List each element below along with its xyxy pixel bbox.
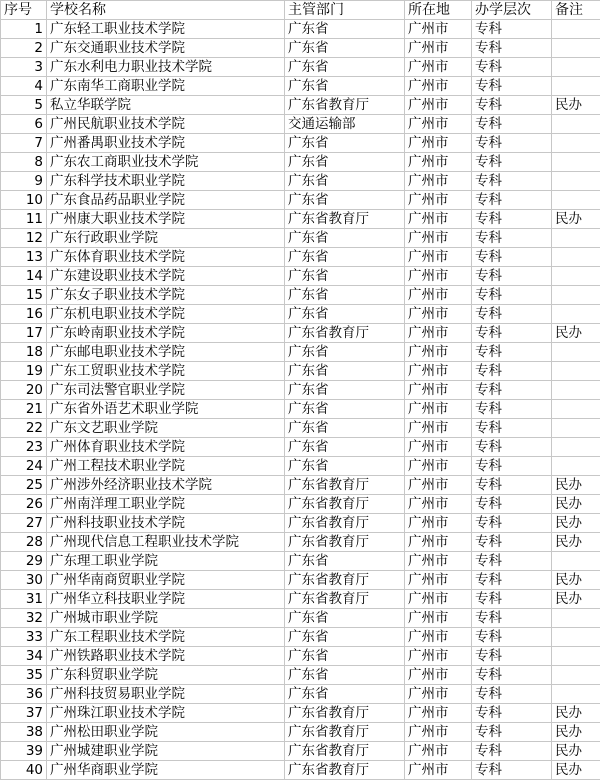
- cell-dept: 广东省: [285, 362, 405, 381]
- cell-no: 26: [1, 495, 47, 514]
- cell-school-name: 广东理工职业学院: [47, 552, 285, 571]
- cell-dept: 广东省: [285, 58, 405, 77]
- cell-dept: 广东省教育厅: [285, 514, 405, 533]
- cell-location: 广州市: [405, 96, 472, 115]
- cell-dept: 广东省: [285, 229, 405, 248]
- cell-dept: 广东省教育厅: [285, 723, 405, 742]
- cell-location: 广州市: [405, 666, 472, 685]
- table-row: [1, 362, 600, 381]
- table-body: [1, 20, 600, 780]
- cell-note: [552, 39, 600, 58]
- table-row: [1, 514, 600, 533]
- cell-no: 30: [1, 571, 47, 590]
- cell-level: 专科: [472, 77, 552, 96]
- cell-location: 广州市: [405, 172, 472, 191]
- cell-no: 34: [1, 647, 47, 666]
- cell-no: 27: [1, 514, 47, 533]
- cell-location: 广州市: [405, 286, 472, 305]
- cell-no: 17: [1, 324, 47, 343]
- cell-no: 37: [1, 704, 47, 723]
- cell-school-name: 广东邮电职业技术学院: [47, 343, 285, 362]
- cell-school-name: 广东轻工职业技术学院: [47, 20, 285, 39]
- cell-dept: 广东省: [285, 381, 405, 400]
- cell-note: [552, 457, 600, 476]
- cell-school-name: 广州科技职业技术学院: [47, 514, 285, 533]
- table-row: [1, 552, 600, 571]
- cell-level: 专科: [472, 723, 552, 742]
- cell-note: 民办: [552, 476, 600, 495]
- cell-location: 广州市: [405, 153, 472, 172]
- cell-note: [552, 20, 600, 39]
- table-row: [1, 647, 600, 666]
- cell-location: 广州市: [405, 476, 472, 495]
- cell-no: 16: [1, 305, 47, 324]
- cell-dept: 广东省教育厅: [285, 495, 405, 514]
- cell-dept: 广东省教育厅: [285, 761, 405, 780]
- cell-school-name: 广州民航职业技术学院: [47, 115, 285, 134]
- cell-note: 民办: [552, 210, 600, 229]
- table-row: [1, 457, 600, 476]
- cell-location: 广州市: [405, 647, 472, 666]
- cell-level: 专科: [472, 248, 552, 267]
- cell-school-name: 广州工程技术职业学院: [47, 457, 285, 476]
- cell-level: 专科: [472, 419, 552, 438]
- table-row: [1, 77, 600, 96]
- cell-school-name: 广州华立科技职业学院: [47, 590, 285, 609]
- header-cell-no: 序号: [1, 1, 47, 20]
- cell-note: [552, 666, 600, 685]
- cell-location: 广州市: [405, 20, 472, 39]
- cell-dept: 广东省教育厅: [285, 476, 405, 495]
- cell-level: 专科: [472, 286, 552, 305]
- cell-location: 广州市: [405, 210, 472, 229]
- cell-dept: 广东省: [285, 438, 405, 457]
- cell-dept: 广东省: [285, 39, 405, 58]
- cell-location: 广州市: [405, 134, 472, 153]
- cell-location: 广州市: [405, 381, 472, 400]
- cell-location: 广州市: [405, 400, 472, 419]
- cell-level: 专科: [472, 533, 552, 552]
- table-row: [1, 191, 600, 210]
- cell-note: [552, 172, 600, 191]
- cell-level: 专科: [472, 210, 552, 229]
- cell-no: 2: [1, 39, 47, 58]
- cell-level: 专科: [472, 628, 552, 647]
- cell-level: 专科: [472, 476, 552, 495]
- cell-school-name: 广东交通职业技术学院: [47, 39, 285, 58]
- table-row: [1, 400, 600, 419]
- cell-no: 33: [1, 628, 47, 647]
- cell-location: 广州市: [405, 609, 472, 628]
- cell-location: 广州市: [405, 438, 472, 457]
- cell-dept: 广东省: [285, 628, 405, 647]
- table-row: [1, 153, 600, 172]
- cell-dept: 广东省: [285, 267, 405, 286]
- cell-school-name: 广东农工商职业技术学院: [47, 153, 285, 172]
- cell-location: 广州市: [405, 191, 472, 210]
- table-row: [1, 381, 600, 400]
- cell-no: 13: [1, 248, 47, 267]
- table-row: [1, 704, 600, 723]
- table-row: [1, 20, 600, 39]
- cell-level: 专科: [472, 704, 552, 723]
- cell-location: 广州市: [405, 552, 472, 571]
- cell-school-name: 广东行政职业学院: [47, 229, 285, 248]
- cell-no: 35: [1, 666, 47, 685]
- cell-no: 7: [1, 134, 47, 153]
- cell-note: [552, 400, 600, 419]
- table-row: [1, 419, 600, 438]
- cell-dept: 广东省: [285, 248, 405, 267]
- cell-dept: 广东省: [285, 457, 405, 476]
- cell-level: 专科: [472, 362, 552, 381]
- cell-location: 广州市: [405, 571, 472, 590]
- cell-note: [552, 343, 600, 362]
- cell-note: [552, 77, 600, 96]
- table-row: [1, 685, 600, 704]
- cell-dept: 广东省: [285, 343, 405, 362]
- cell-dept: 广东省: [285, 77, 405, 96]
- cell-level: 专科: [472, 647, 552, 666]
- cell-no: 1: [1, 20, 47, 39]
- cell-note: [552, 647, 600, 666]
- table-row: [1, 628, 600, 647]
- cell-note: 民办: [552, 761, 600, 780]
- cell-location: 广州市: [405, 590, 472, 609]
- table-row: [1, 267, 600, 286]
- cell-note: 民办: [552, 590, 600, 609]
- cell-dept: 广东省教育厅: [285, 96, 405, 115]
- cell-note: 民办: [552, 495, 600, 514]
- cell-note: 民办: [552, 723, 600, 742]
- cell-location: 广州市: [405, 457, 472, 476]
- cell-level: 专科: [472, 58, 552, 77]
- table-row: [1, 590, 600, 609]
- cell-dept: 广东省: [285, 685, 405, 704]
- cell-no: 19: [1, 362, 47, 381]
- cell-no: 18: [1, 343, 47, 362]
- table-row: [1, 761, 600, 780]
- cell-no: 23: [1, 438, 47, 457]
- cell-location: 广州市: [405, 77, 472, 96]
- cell-no: 22: [1, 419, 47, 438]
- cell-school-name: 广州华南商贸职业学院: [47, 571, 285, 590]
- cell-location: 广州市: [405, 115, 472, 134]
- header-cell-location: 所在地: [405, 1, 472, 20]
- cell-level: 专科: [472, 685, 552, 704]
- cell-level: 专科: [472, 343, 552, 362]
- cell-location: 广州市: [405, 362, 472, 381]
- cell-dept: 广东省教育厅: [285, 704, 405, 723]
- cell-dept: 广东省: [285, 400, 405, 419]
- cell-school-name: 广东食品药品职业学院: [47, 191, 285, 210]
- cell-location: 广州市: [405, 58, 472, 77]
- cell-location: 广州市: [405, 229, 472, 248]
- cell-dept: 广东省: [285, 647, 405, 666]
- table-row: [1, 476, 600, 495]
- cell-no: 21: [1, 400, 47, 419]
- cell-school-name: 广州铁路职业技术学院: [47, 647, 285, 666]
- cell-no: 14: [1, 267, 47, 286]
- cell-level: 专科: [472, 761, 552, 780]
- cell-note: [552, 229, 600, 248]
- cell-dept: 广东省: [285, 134, 405, 153]
- cell-location: 广州市: [405, 267, 472, 286]
- cell-location: 广州市: [405, 305, 472, 324]
- table-row: [1, 96, 600, 115]
- cell-note: 民办: [552, 571, 600, 590]
- cell-school-name: 广州康大职业技术学院: [47, 210, 285, 229]
- cell-no: 39: [1, 742, 47, 761]
- table-row: [1, 723, 600, 742]
- cell-level: 专科: [472, 552, 552, 571]
- cell-level: 专科: [472, 495, 552, 514]
- cell-school-name: 广东省外语艺术职业学院: [47, 400, 285, 419]
- cell-school-name: 广州城市职业学院: [47, 609, 285, 628]
- cell-dept: 广东省: [285, 552, 405, 571]
- cell-no: 15: [1, 286, 47, 305]
- cell-location: 广州市: [405, 704, 472, 723]
- cell-note: [552, 153, 600, 172]
- cell-level: 专科: [472, 324, 552, 343]
- cell-no: 4: [1, 77, 47, 96]
- cell-no: 28: [1, 533, 47, 552]
- cell-level: 专科: [472, 457, 552, 476]
- table-row: [1, 286, 600, 305]
- cell-school-name: 广州华商职业学院: [47, 761, 285, 780]
- cell-school-name: 广东南华工商职业学院: [47, 77, 285, 96]
- cell-school-name: 广州涉外经济职业技术学院: [47, 476, 285, 495]
- cell-note: [552, 381, 600, 400]
- cell-note: [552, 609, 600, 628]
- cell-level: 专科: [472, 381, 552, 400]
- cell-dept: 广东省教育厅: [285, 590, 405, 609]
- cell-note: [552, 685, 600, 704]
- cell-level: 专科: [472, 172, 552, 191]
- cell-location: 广州市: [405, 533, 472, 552]
- table-row: [1, 666, 600, 685]
- cell-note: [552, 115, 600, 134]
- cell-level: 专科: [472, 134, 552, 153]
- cell-school-name: 广州番禺职业技术学院: [47, 134, 285, 153]
- cell-dept: 广东省: [285, 419, 405, 438]
- header-row: [1, 1, 600, 20]
- cell-note: [552, 58, 600, 77]
- header-cell-name: 学校名称: [47, 1, 285, 20]
- cell-dept: 广东省: [285, 20, 405, 39]
- cell-no: 20: [1, 381, 47, 400]
- cell-dept: 广东省: [285, 666, 405, 685]
- cell-no: 8: [1, 153, 47, 172]
- cell-dept: 广东省: [285, 286, 405, 305]
- cell-no: 31: [1, 590, 47, 609]
- table-row: [1, 115, 600, 134]
- header-cell-level: 办学层次: [472, 1, 552, 20]
- cell-no: 40: [1, 761, 47, 780]
- cell-school-name: 广东岭南职业技术学院: [47, 324, 285, 343]
- cell-no: 36: [1, 685, 47, 704]
- cell-dept: 广东省: [285, 153, 405, 172]
- cell-no: 24: [1, 457, 47, 476]
- cell-level: 专科: [472, 742, 552, 761]
- cell-dept: 广东省教育厅: [285, 742, 405, 761]
- header-cell-dept: 主管部门: [285, 1, 405, 20]
- cell-no: 6: [1, 115, 47, 134]
- table-row: [1, 533, 600, 552]
- cell-level: 专科: [472, 514, 552, 533]
- cell-school-name: 广东科贸职业学院: [47, 666, 285, 685]
- cell-note: [552, 628, 600, 647]
- cell-school-name: 广州城建职业学院: [47, 742, 285, 761]
- table-row: [1, 210, 600, 229]
- cell-note: 民办: [552, 96, 600, 115]
- cell-level: 专科: [472, 438, 552, 457]
- cell-level: 专科: [472, 191, 552, 210]
- cell-level: 专科: [472, 115, 552, 134]
- cell-location: 广州市: [405, 324, 472, 343]
- cell-location: 广州市: [405, 495, 472, 514]
- table-row: [1, 438, 600, 457]
- table-row: [1, 58, 600, 77]
- cell-dept: 广东省教育厅: [285, 533, 405, 552]
- cell-location: 广州市: [405, 39, 472, 58]
- cell-level: 专科: [472, 666, 552, 685]
- table-row: [1, 495, 600, 514]
- cell-note: [552, 419, 600, 438]
- cell-note: [552, 286, 600, 305]
- cell-no: 32: [1, 609, 47, 628]
- cell-note: [552, 438, 600, 457]
- table-row: [1, 229, 600, 248]
- cell-no: 29: [1, 552, 47, 571]
- table-row: [1, 39, 600, 58]
- cell-note: 民办: [552, 533, 600, 552]
- cell-dept: 交通运输部: [285, 115, 405, 134]
- cell-no: 3: [1, 58, 47, 77]
- cell-note: 民办: [552, 742, 600, 761]
- cell-level: 专科: [472, 153, 552, 172]
- cell-level: 专科: [472, 20, 552, 39]
- cell-school-name: 广州南洋理工职业学院: [47, 495, 285, 514]
- cell-school-name: 广东体育职业技术学院: [47, 248, 285, 267]
- cell-location: 广州市: [405, 742, 472, 761]
- cell-note: 民办: [552, 514, 600, 533]
- cell-level: 专科: [472, 400, 552, 419]
- table-row: [1, 742, 600, 761]
- cell-location: 广州市: [405, 419, 472, 438]
- table-row: [1, 343, 600, 362]
- cell-no: 10: [1, 191, 47, 210]
- cell-school-name: 广州珠江职业技术学院: [47, 704, 285, 723]
- cell-school-name: 广东司法警官职业学院: [47, 381, 285, 400]
- table-row: [1, 305, 600, 324]
- cell-school-name: 广东工程职业技术学院: [47, 628, 285, 647]
- cell-note: [552, 362, 600, 381]
- cell-school-name: 广州现代信息工程职业技术学院: [47, 533, 285, 552]
- cell-no: 12: [1, 229, 47, 248]
- cell-dept: 广东省: [285, 172, 405, 191]
- cell-note: [552, 552, 600, 571]
- cell-dept: 广东省: [285, 305, 405, 324]
- cell-location: 广州市: [405, 248, 472, 267]
- cell-location: 广州市: [405, 343, 472, 362]
- cell-no: 9: [1, 172, 47, 191]
- cell-note: [552, 191, 600, 210]
- cell-no: 5: [1, 96, 47, 115]
- cell-school-name: 广州科技贸易职业学院: [47, 685, 285, 704]
- cell-location: 广州市: [405, 514, 472, 533]
- table-row: [1, 248, 600, 267]
- cell-level: 专科: [472, 267, 552, 286]
- cell-note: 民办: [552, 324, 600, 343]
- cell-school-name: 广州松田职业学院: [47, 723, 285, 742]
- cell-location: 广州市: [405, 723, 472, 742]
- cell-level: 专科: [472, 609, 552, 628]
- cell-location: 广州市: [405, 685, 472, 704]
- cell-level: 专科: [472, 590, 552, 609]
- cell-school-name: 私立华联学院: [47, 96, 285, 115]
- cell-location: 广州市: [405, 628, 472, 647]
- cell-dept: 广东省: [285, 609, 405, 628]
- cell-level: 专科: [472, 229, 552, 248]
- cell-note: [552, 248, 600, 267]
- cell-school-name: 广东机电职业技术学院: [47, 305, 285, 324]
- header-cell-note: 备注: [552, 1, 600, 20]
- cell-dept: 广东省教育厅: [285, 324, 405, 343]
- cell-location: 广州市: [405, 761, 472, 780]
- cell-note: 民办: [552, 704, 600, 723]
- cell-note: [552, 267, 600, 286]
- cell-level: 专科: [472, 96, 552, 115]
- cell-school-name: 广东女子职业技术学院: [47, 286, 285, 305]
- cell-school-name: 广州体育职业技术学院: [47, 438, 285, 457]
- cell-dept: 广东省教育厅: [285, 571, 405, 590]
- table-row: [1, 324, 600, 343]
- table-row: [1, 609, 600, 628]
- cell-level: 专科: [472, 571, 552, 590]
- cell-school-name: 广东工贸职业技术学院: [47, 362, 285, 381]
- cell-note: [552, 305, 600, 324]
- cell-school-name: 广东科学技术职业学院: [47, 172, 285, 191]
- cell-school-name: 广东文艺职业学院: [47, 419, 285, 438]
- cell-level: 专科: [472, 305, 552, 324]
- cell-level: 专科: [472, 39, 552, 58]
- table-row: [1, 134, 600, 153]
- cell-dept: 广东省: [285, 191, 405, 210]
- table-row: [1, 172, 600, 191]
- cell-no: 25: [1, 476, 47, 495]
- cell-school-name: 广东水利电力职业技术学院: [47, 58, 285, 77]
- cell-school-name: 广东建设职业技术学院: [47, 267, 285, 286]
- cell-note: [552, 134, 600, 153]
- cell-dept: 广东省教育厅: [285, 210, 405, 229]
- cell-no: 11: [1, 210, 47, 229]
- table-row: [1, 571, 600, 590]
- cell-no: 38: [1, 723, 47, 742]
